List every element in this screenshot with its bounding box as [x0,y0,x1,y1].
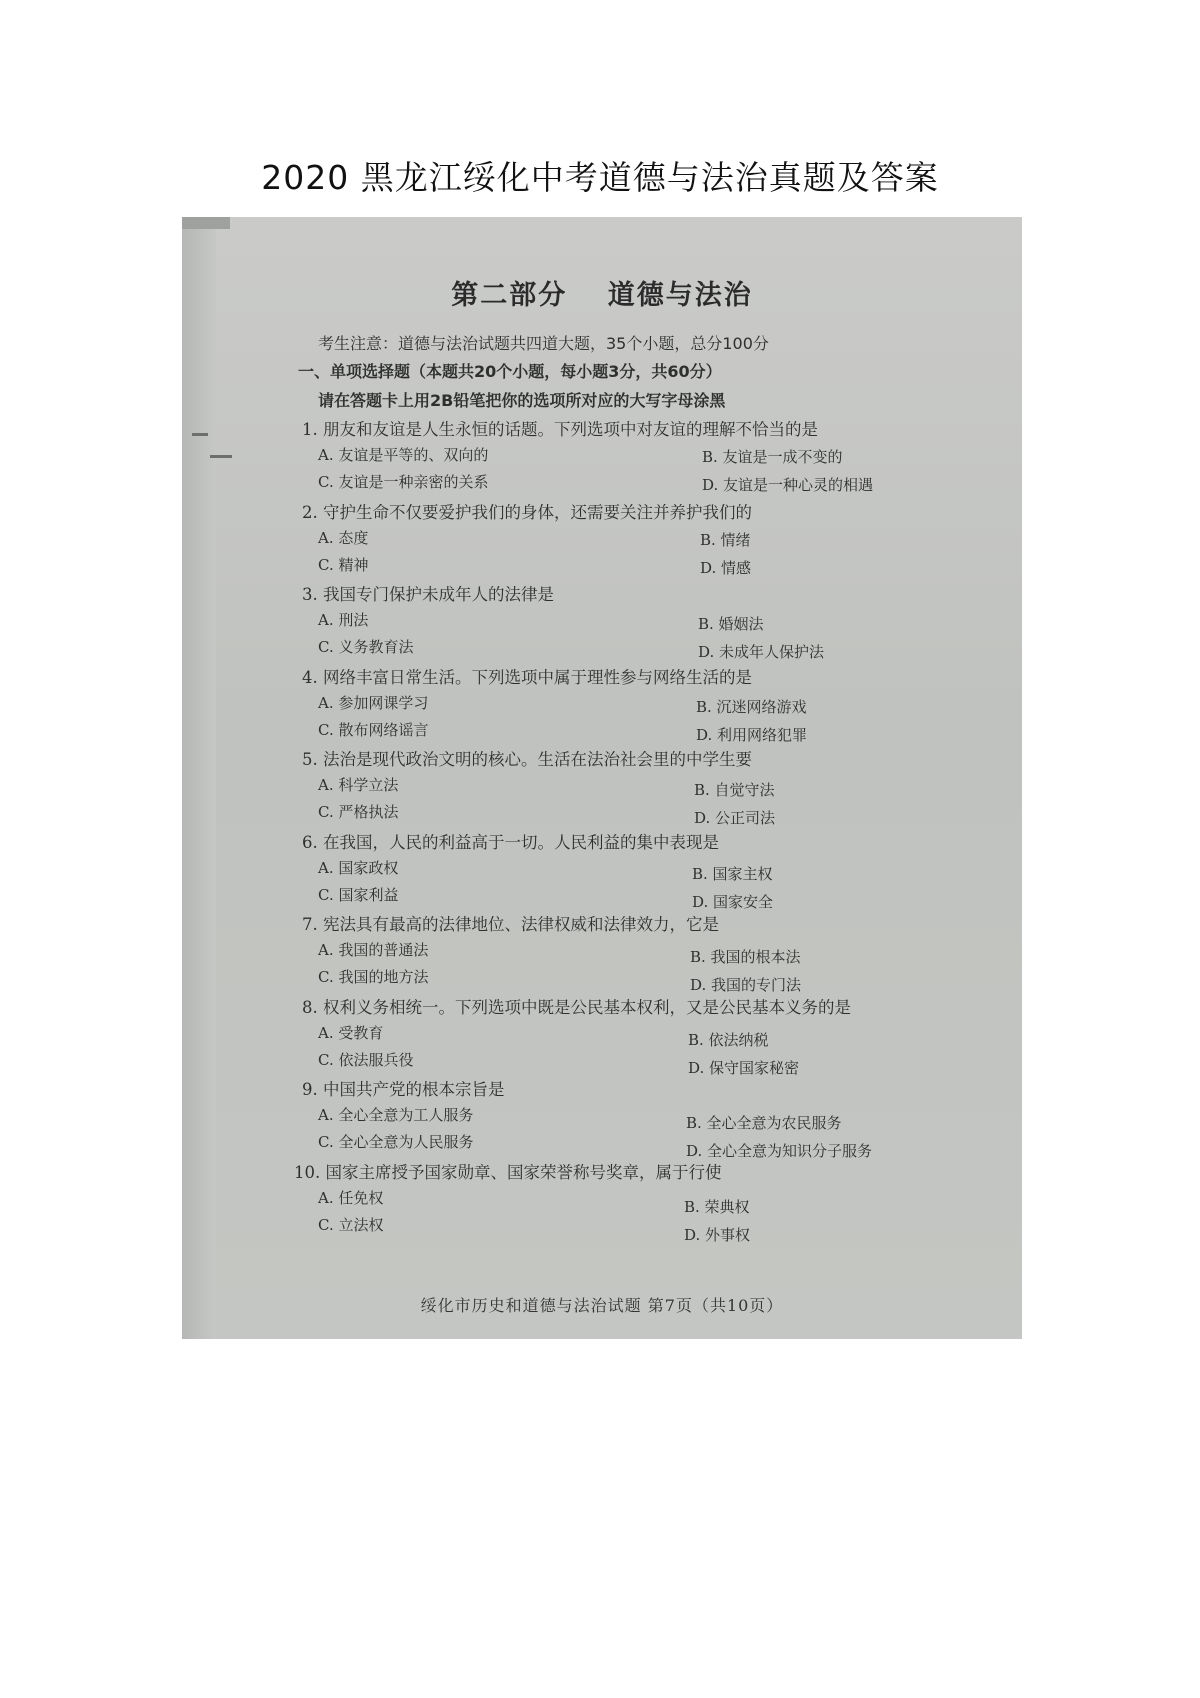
option-b: B. 情绪 [700,531,751,550]
option-c: C. 义务教育法 [318,638,414,656]
question-stem: 5. 法治是现代政治文明的核心。生活在法治社会里的中学生要 [302,750,752,769]
option-d: D. 我国的专门法 [690,975,802,994]
binding-tab [182,217,230,229]
scanned-exam-page [182,217,1022,1339]
answer-instruction: 请在答题卡上用2B铅笔把你的选项所对应的大写字母涂黑 [318,391,726,410]
question-stem: 4. 网络丰富日常生活。下列选项中属于理性参与网络生活的是 [302,667,752,687]
option-a: A. 全心全意为工人服务 [318,1106,474,1124]
question-stem: 3. 我国专门保护未成年人的法律是 [302,585,554,604]
option-a: A. 刑法 [318,611,369,629]
option-d: D. 未成年人保护法 [698,642,825,661]
option-b: B. 友谊是一成不变的 [702,448,843,466]
option-d: D. 国家安全 [692,892,774,911]
option-c: C. 严格执法 [318,803,399,821]
option-c: C. 我国的地方法 [318,968,429,986]
option-a: A. 态度 [318,528,369,547]
option-d: D. 利用网络犯罪 [696,725,808,744]
option-d: D. 情感 [700,559,752,578]
option-c: C. 精神 [318,555,369,574]
part-heading: 第二部分 道德与法治 [451,280,753,311]
option-d: D. 友谊是一种心灵的相遇 [702,476,874,494]
option-c: C. 立法权 [318,1215,384,1234]
option-a: A. 参加网课学习 [318,693,429,712]
question-stem: 8. 权利义务相统一。下列选项中既是公民基本权利，又是公民基本义务的是 [302,997,851,1017]
page-footer: 绥化市历史和道德与法治试题 第7页（共10页） [420,1296,784,1315]
margin-mark [192,433,208,436]
option-c: C. 国家利益 [318,885,399,904]
document-title: 2020 黑龙江绥化中考道德与法治真题及答案 [261,158,939,197]
option-b: B. 自觉守法 [694,781,775,800]
option-d: D. 保守国家秘密 [688,1059,800,1078]
exam-notice: 考生注意：道德与法治试题共四道大题，35个小题，总分100分 [318,334,769,353]
option-b: B. 沉迷网络游戏 [696,697,807,716]
option-a: A. 我国的普通法 [318,941,429,959]
option-c: C. 散布网络谣言 [318,720,429,739]
question-stem: 9. 中国共产党的根本宗旨是 [302,1080,505,1099]
option-a: A. 科学立法 [318,776,399,794]
option-b: B. 荣典权 [684,1197,750,1216]
option-b: B. 婚姻法 [698,614,764,633]
option-a: A. 友谊是平等的、双向的 [318,446,489,464]
page-edge-shadow [182,217,216,1339]
option-a: A. 任免权 [318,1188,384,1207]
option-d: D. 外事权 [684,1225,751,1244]
option-d: D. 公正司法 [694,809,776,828]
option-c: C. 全心全意为人民服务 [318,1133,474,1151]
option-b: B. 依法纳税 [688,1031,769,1050]
option-a: A. 国家政权 [318,858,399,877]
option-b: B. 国家主权 [692,864,773,883]
question-stem: 2. 守护生命不仅要爱护我们的身体，还需要关注并养护我们的 [302,502,752,522]
margin-mark [210,455,232,458]
option-a: A. 受教育 [318,1023,384,1042]
option-b: B. 全心全意为农民服务 [686,1114,842,1133]
section-heading: 一、单项选择题（本题共20个小题，每小题3分，共60分） [298,362,722,381]
question-stem: 7. 宪法具有最高的法律地位、法律权威和法律效力，它是 [302,915,719,934]
question-stem: 1. 朋友和友谊是人生永恒的话题。下列选项中对友谊的理解不恰当的是 [302,420,818,439]
question-stem: 6. 在我国，人民的利益高于一切。人民利益的集中表现是 [302,832,719,852]
option-c: C. 依法服兵役 [318,1050,414,1069]
option-d: D. 全心全意为知识分子服务 [686,1142,873,1161]
question-stem: 10. 国家主席授予国家勋章、国家荣誉称号奖章，属于行使 [294,1162,722,1182]
option-c: C. 友谊是一种亲密的关系 [318,473,489,491]
option-b: B. 我国的根本法 [690,947,801,966]
